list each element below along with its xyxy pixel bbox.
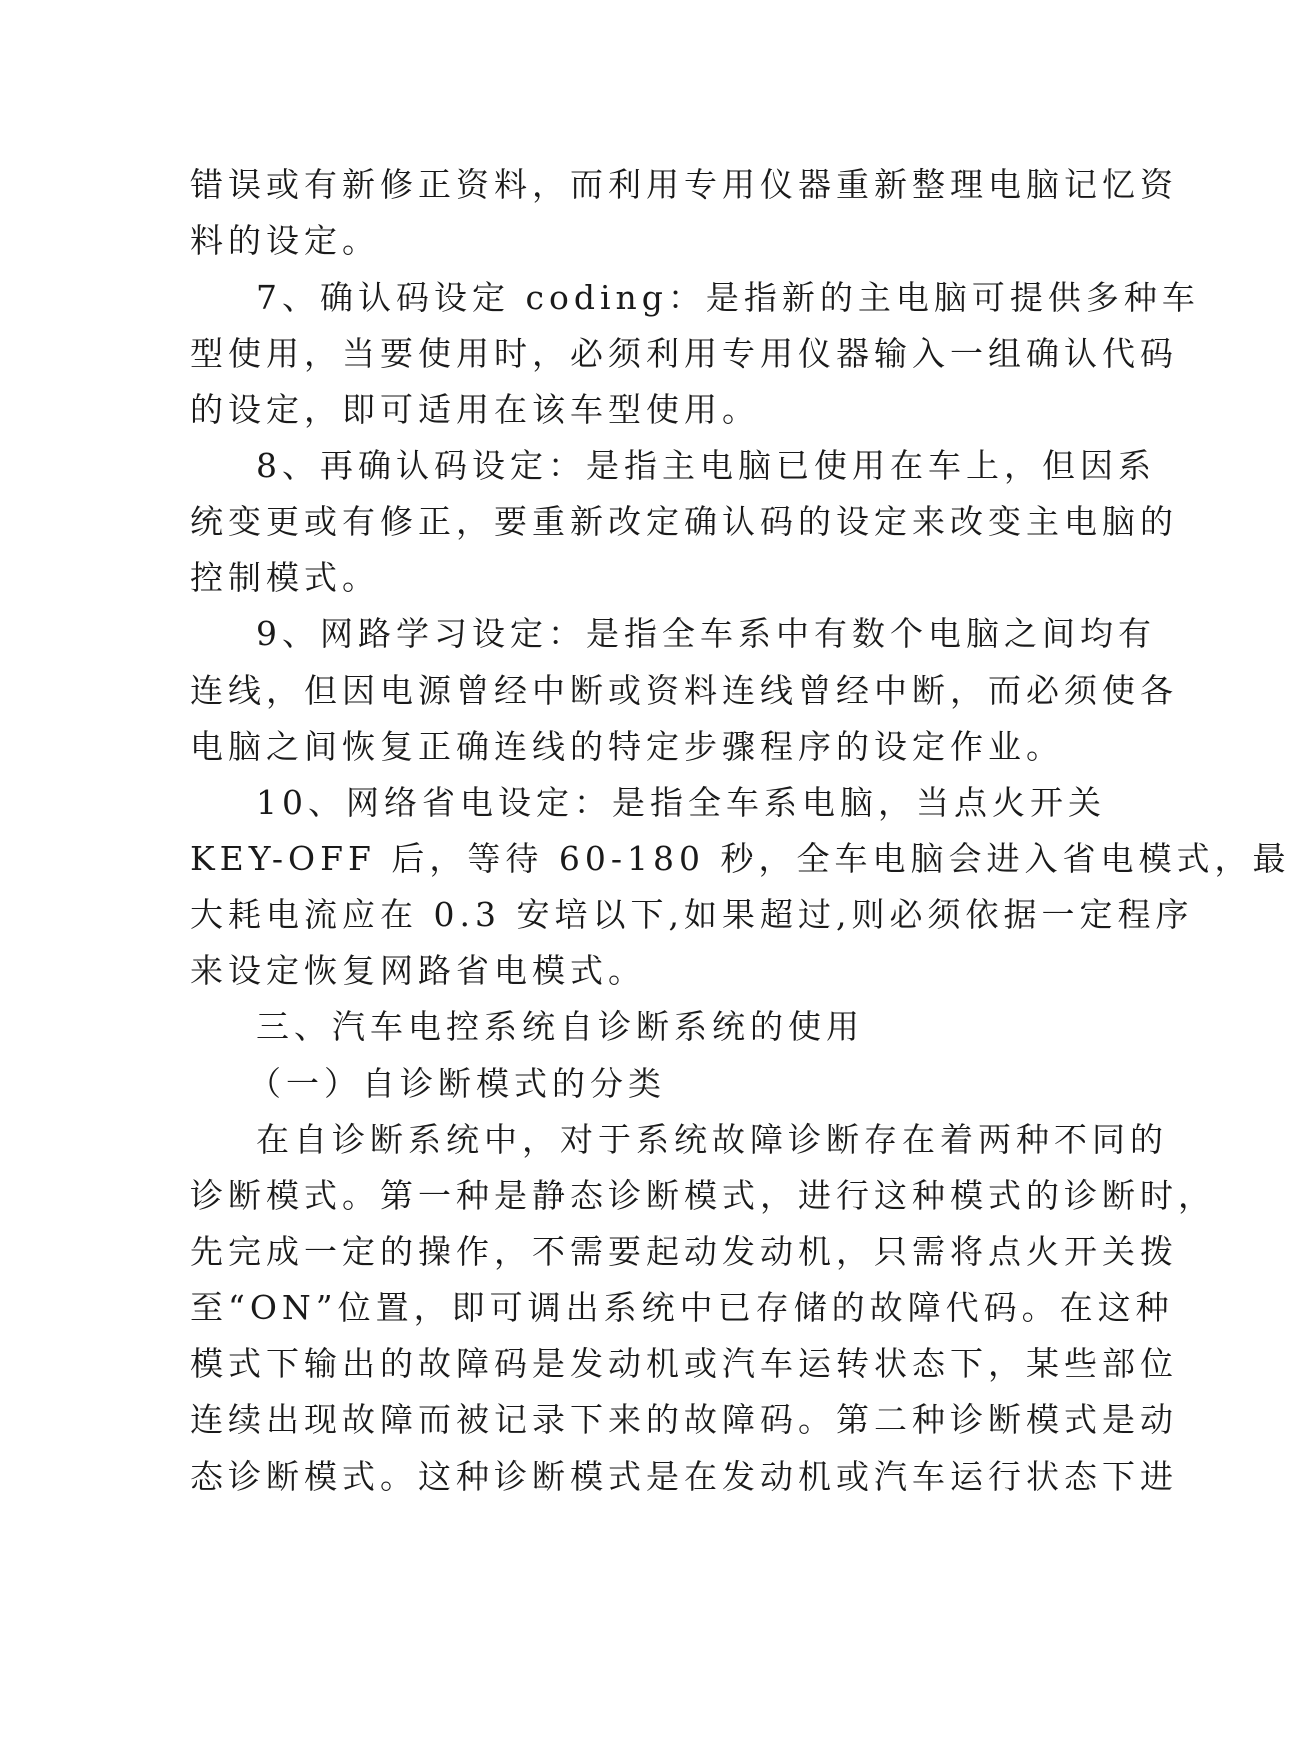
text-line: 大耗电流应在 0.3 安培以下,如果超过,则必须依据一定程序 — [190, 895, 1194, 934]
text-line: 8、再确认码设定：是指主电脑已使用在车上，但因系 — [256, 446, 1156, 485]
text-line: 错误或有新修正资料，而利用专用仪器重新整理电脑记忆资 — [190, 165, 1178, 204]
text-line: 至“ON”位置，即可调出系统中已存储的故障代码。在这种 — [190, 1288, 1174, 1327]
text-line: 电脑之间恢复正确连线的特定步骤程序的设定作业。 — [190, 727, 1064, 766]
text-line: KEY-OFF 后，等待 60-180 秒，全车电脑会进入省电模式，最 — [190, 839, 1291, 878]
section-heading: 三、汽车电控系统自诊断系统的使用 — [256, 1007, 864, 1046]
subsection-heading: （一）自诊断模式的分类 — [248, 1064, 666, 1103]
text-line: 诊断模式。第一种是静态诊断模式，进行这种模式的诊断时， — [190, 1176, 1216, 1215]
text-line: 9、网路学习设定：是指全车系中有数个电脑之间均有 — [256, 614, 1156, 653]
text-line: 的设定，即可适用在该车型使用。 — [190, 390, 760, 429]
text-line: 先完成一定的操作，不需要起动发动机，只需将点火开关拨 — [190, 1232, 1178, 1271]
text-line: 型使用，当要使用时，必须利用专用仪器输入一组确认代码 — [190, 334, 1178, 373]
text-line: 7、确认码设定 coding：是指新的主电脑可提供多种车 — [256, 278, 1200, 317]
text-line: 10、网络省电设定：是指全车系电脑，当点火开关 — [256, 783, 1106, 822]
text-line: 料的设定。 — [190, 221, 380, 260]
text-line: 态诊断模式。这种诊断模式是在发动机或汽车运行状态下进 — [190, 1457, 1178, 1496]
text-line: 控制模式。 — [190, 558, 380, 597]
text-line: 来设定恢复网路省电模式。 — [190, 951, 646, 990]
text-line: 在自诊断系统中，对于系统故障诊断存在着两种不同的 — [256, 1120, 1168, 1159]
text-line: 模式下输出的故障码是发动机或汽车运转状态下，某些部位 — [190, 1344, 1178, 1383]
text-line: 连续出现故障而被记录下来的故障码。第二种诊断模式是动 — [190, 1400, 1178, 1439]
text-line: 连线，但因电源曾经中断或资料连线曾经中断，而必须使各 — [190, 671, 1178, 710]
text-line: 统变更或有修正，要重新改定确认码的设定来改变主电脑的 — [190, 502, 1178, 541]
